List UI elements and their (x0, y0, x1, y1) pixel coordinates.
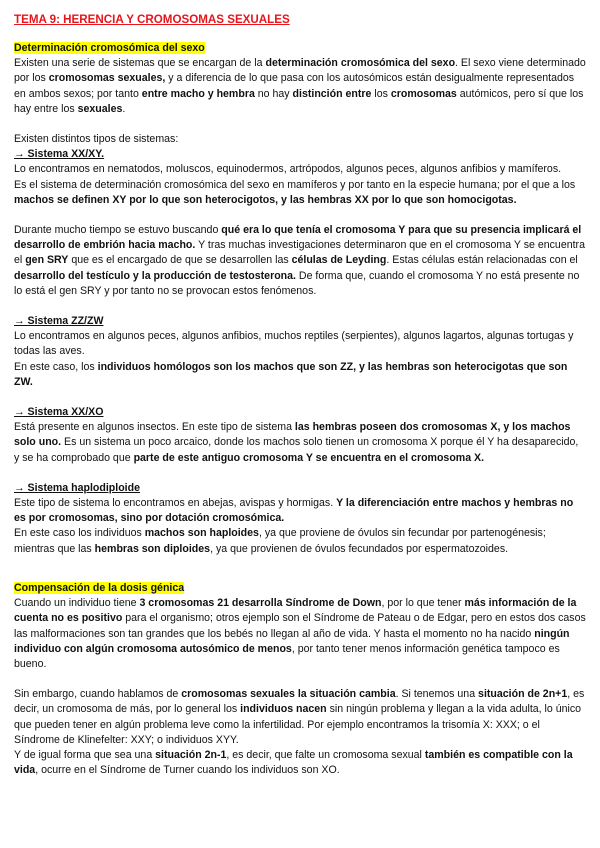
text-run: Es un sistema un poco arcaico, donde los machos solo tienen un cromosoma X porque él Y ha desaparecido, y se ha comprobado que (14, 436, 579, 464)
text-run: , ya que proviene de óvulos sin fecundar por partenogénesis; mientras que las (14, 527, 546, 555)
paragraph-dosage-3 (14, 748, 586, 778)
text-run: Este tipo de sistema lo encontramos en abejas, avispas y hormigas. (14, 497, 337, 510)
section-heading-dosage-compensation (14, 581, 586, 596)
highlighted-heading: Compensación de la dosis génica (14, 581, 185, 594)
text-run: , es decir, que falte un cromosoma sexual (226, 748, 425, 761)
text-run: los (371, 87, 391, 100)
text-run: , ya que provienen de óvulos fecundados por espermatozoides. (210, 542, 509, 555)
bold-text: células de Leyding (291, 254, 387, 267)
bold-text: distinción entre (292, 87, 372, 100)
bold-text: Y la diferenciación entre machos y hembras no es por cromosomas, sino por dotación cromosómica. (14, 497, 574, 525)
paragraph-dosage-2 (14, 687, 586, 748)
document-title: TEMA 9: HERENCIA Y CROMOSOMAS SEXUALES (14, 13, 290, 26)
heading-system-xx-xy: → Sistema XX/XY. (14, 148, 105, 161)
bold-text: individuos homólogos son los machos que son ZZ, y las hembras son heterocigotas que son ZW. (14, 360, 568, 388)
bold-text: situación de 2n+1 (478, 688, 568, 701)
text-run: Durante mucho tiempo se estuvo buscando (14, 224, 222, 237)
bold-text: desarrollo del testículo y la producción de testosterona. (14, 269, 296, 282)
text-run: Cuando un individuo tiene (14, 597, 140, 610)
text-run: no hay (254, 87, 293, 100)
paragraph-xx-xy-2 (14, 178, 586, 208)
text-run: . El sexo viene determinado por los (14, 57, 586, 85)
bold-text: qué era lo que tenía el cromosoma Y para que su presencia implicará el desarrollo de embrión hacia macho. (14, 224, 582, 252)
text-run: , por tanto tener menos información genética tampoco es bueno. (14, 642, 560, 670)
paragraph-xx-xo (14, 420, 586, 466)
paragraph-haplodiploid-1 (14, 496, 586, 526)
systems-intro: Existen distintos tipos de sistemas: (14, 133, 179, 146)
bold-text: también es compatible con la vida (14, 748, 573, 777)
paragraph-haplodiploid-2 (14, 526, 586, 556)
text-run: Lo encontramos en algunos peces, algunos anfibios, muchos reptiles (serpientes), algunos lagartos, algunas tortugas y todas las aves. (14, 330, 574, 358)
heading-system-xx-xo: → Sistema XX/XO (14, 406, 104, 419)
paragraph-dosage-1 (14, 596, 586, 672)
text-run: , es decir, un cromosoma de más, por lo general los (14, 688, 585, 716)
text-run: En este caso los individuos (14, 527, 145, 540)
text-run: Sin embargo, cuando hablamos de (14, 688, 182, 701)
text-run: . (122, 102, 126, 115)
text-run: que es el encargado de que se desarrollen las (68, 254, 292, 267)
bold-text: cromosomas sexuales, (48, 72, 166, 85)
bold-text: cromosomas (390, 87, 457, 100)
text-run: . Estas células están relacionadas con el (386, 254, 578, 267)
paragraph-xx-xy-1 (14, 162, 586, 177)
bold-text: hembras son diploides (94, 542, 211, 555)
bold-text: parte de este antiguo cromosoma Y se encuentra en el cromosoma X. (133, 451, 485, 464)
paragraph-zz-zw-1 (14, 329, 586, 359)
text-run: . Si tenemos una (395, 688, 479, 701)
paragraph-intro (14, 56, 586, 117)
text-run: sin ningún problema y llegan a la vida adulta, lo único que pueden tener en algún problema leve como la infertilidad. Por ejemplo encontramos la trisomía X: XXX; o el Síndrome de Klinefelter: XXY; o individuos XYY. (14, 703, 582, 746)
bold-text: individuos nacen (240, 703, 327, 716)
bold-text: 3 cromosomas 21 desarrolla (139, 597, 283, 610)
text-run: Y de igual forma que sea una (14, 748, 156, 761)
bold-text: Síndrome de Down (285, 597, 382, 610)
bold-text: situación 2n-1 (155, 748, 227, 761)
bold-text: ningún individuo con algún cromosoma autosómico de menos (14, 627, 570, 655)
text-run: Existen una serie de sistemas que se encargan de la (14, 57, 266, 70)
bold-text: machos son haploides (144, 527, 259, 540)
heading-system-haplodiploid: → Sistema haplodiploide (14, 481, 140, 494)
bold-text: machos se definen XY por lo que son heterocigotos, y las hembras XX por lo que son homocigotas. (14, 193, 517, 206)
paragraph-xx-xy-3 (14, 223, 586, 299)
text-run: Es el sistema de determinación cromosómica del sexo en mamíferos y por tanto en la especie humana; por el que a los (14, 178, 576, 191)
text-run: , ocurre en el Síndrome de Turner cuando los individuos son XO. (35, 764, 340, 777)
bold-text: determinación cromosómica del sexo (265, 57, 456, 70)
bold-text: gen SRY (25, 254, 69, 267)
bold-text: cromosomas sexuales la situación cambia (181, 688, 396, 701)
section-heading-sex-determination (14, 41, 586, 56)
paragraph-zz-zw-2 (14, 360, 586, 390)
text-run: En este caso, los (14, 360, 98, 373)
bold-text: sexuales (77, 102, 123, 115)
heading-system-zz-zw: → Sistema ZZ/ZW (14, 315, 104, 328)
text-run: y a diferencia de lo que pasa con los autosómicos están desigualmente representados en ambos sexos; por tanto (14, 72, 575, 100)
text-run: para el organismo; otros ejemplo son el Síndrome de Pateau o de Edgar, pero en estos dos casos las malformaciones son tan grandes que los bebés no llegan al año de vida. Y hasta el momento no ha nacido (14, 612, 586, 640)
text-run: Lo encontramos en nematodos, moluscos, equinodermos, artrópodos, algunos peces, algunos anfibios y mamíferos. (14, 163, 562, 176)
text-run: De forma que, cuando el cromosoma Y no está presente no lo está el gen SRY y por tanto no se provocan estos fenómenos. (14, 269, 580, 297)
bold-text: más información de la cuenta no es positivo (14, 597, 577, 625)
text-run: autómicos, pero sí que los hay entre los (14, 87, 584, 115)
highlighted-heading: Determinación cromosómica del sexo (14, 42, 205, 54)
text-run: Y tras muchas investigaciones determinaron que en el cromosoma Y se encuentra el (14, 239, 585, 267)
bold-text: entre macho y hembra (141, 87, 255, 100)
bold-text: las hembras poseen dos cromosomas X, y los machos solo uno. (14, 421, 571, 449)
text-run: , por lo que tener (381, 597, 465, 610)
text-run: Está presente en algunos insectos. En este tipo de sistema (14, 421, 295, 434)
